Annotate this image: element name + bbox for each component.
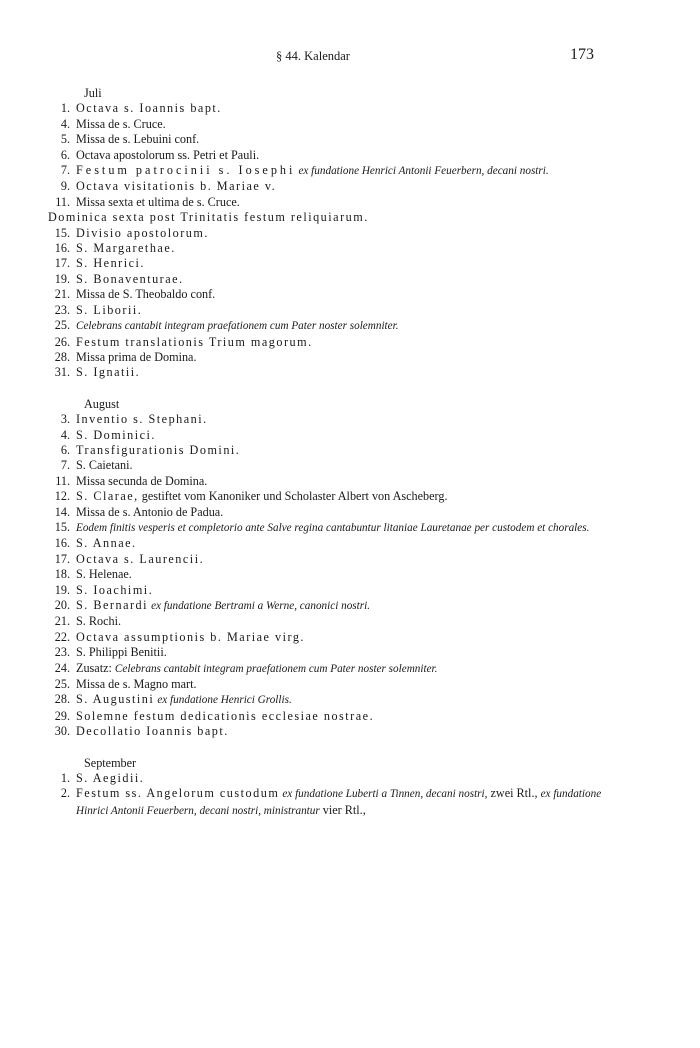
calendar-entry: 26. Festum translationis Trium magorum. (54, 334, 313, 349)
calendar-entry: 17. Octava s. Laurencii. (54, 551, 205, 566)
calendar-entry: 4. S. Dominici. (60, 427, 156, 442)
calendar-entry: 29. Solemne festum dedicationis ecclesiae nostrae. (54, 708, 375, 723)
calendar-entry: 2. Festum ss. Angelorum custodum ex fundatione Luberti a Tinnen, decani nostri, zwei Rtl., ex fundatione Hinrici Antonii Feuerbern, decani nostri, ministrantur vier Rtl., (60, 786, 602, 817)
calendar-entry: 25. Celebrans cantabit integram praefationem cum Pater noster solemniter. (54, 318, 399, 333)
calendar-entry: 11. Missa secunda de Domina. (55, 473, 208, 488)
calendar-entry: 1. S. Aegidii. (60, 771, 145, 786)
calendar-entry: 5. Missa de s. Lebuini conf. (60, 132, 200, 147)
calendar-entry: 22. Octava assumptionis b. Mariae virg. (54, 629, 305, 644)
calendar-entry: 30. Decollatio Ioannis bapt. (54, 724, 229, 739)
calendar-entry: 20. S. Bernardi ex fundatione Bertrami a Werne, canonici nostri. (54, 598, 371, 612)
calendar-entry: 16. S. Margarethae. (54, 241, 176, 256)
calendar-entry: 12. S. Clarae, gestiftet vom Kanoniker und Scholaster Albert von Ascheberg. (54, 489, 448, 504)
calendar-text (48, 86, 608, 819)
calendar-entry: 1. Octava s. Ioannis bapt. (60, 101, 222, 116)
calendar-entry: Dominica sexta post Trinitatis festum reliquiarum. (48, 210, 369, 225)
calendar-entry: 23. S. Philippi Benitii. (54, 645, 167, 660)
calendar-entry: 21. S. Rochi. (54, 614, 122, 629)
page-number: 173 (570, 46, 594, 63)
calendar-entry: 9. Octava visitationis b. Mariae v. (60, 179, 277, 194)
calendar-entry: 25. Missa de s. Magno mart. (54, 677, 197, 692)
calendar-entry: 28. S. Augustini ex fundatione Henrici Grollis. (54, 692, 292, 707)
calendar-entry: 7. Festum patrocinii s. Iosephi ex fundatione Henrici Antonii Feuerbern, decani nostri. (60, 163, 549, 178)
calendar-entry: 15. Divisio apostolorum. (54, 225, 209, 240)
calendar-entry: 19. S. Bonaventurae. (54, 271, 184, 286)
calendar-entry: 15. Eodem finitis vesperis et completorio ante Salve regina cantabuntur litaniae Lauretanae per custodem et chorales. (54, 519, 590, 534)
calendar-entry: 18. S. Helenae. (54, 567, 132, 582)
calendar-entry: 4. Missa de s. Cruce. (60, 116, 166, 131)
calendar-entry: 17. S. Henrici. (54, 256, 145, 271)
calendar-entry: 6. Octava apostolorum ss. Petri et Pauli. (60, 147, 260, 162)
calendar-entry: 14. Missa de s. Antonio de Padua. (54, 504, 224, 519)
month-heading-september: September (84, 755, 137, 770)
calendar-entry: 24. Zusatz: Celebrans cantabit integram praefationem cum Pater noster solemniter. (54, 660, 438, 675)
calendar-entry: 16. S. Annae. (54, 536, 137, 551)
calendar-entry: 7. S. Caietani. (60, 458, 133, 473)
calendar-entry: 21. Missa de S. Theobaldo conf. (54, 287, 216, 302)
month-heading-juli: Juli (84, 86, 102, 100)
calendar-entry: 6. Transfigurationis Domini. (60, 442, 241, 457)
month-heading-august: August (84, 396, 120, 411)
running-head: § 44. Kalendar (276, 49, 350, 63)
calendar-entry: 19. S. Ioachimi. (54, 582, 154, 597)
calendar-entry: 11. Missa sexta et ultima de s. Cruce. (55, 194, 240, 209)
page-header (0, 46, 700, 68)
calendar-entry: 31. S. Ignatii. (54, 365, 141, 380)
calendar-entry: 3. Inventio s. Stephani. (60, 412, 208, 427)
calendar-entry: 23. S. Liborii. (54, 302, 143, 317)
calendar-entry: 28. Missa prima de Domina. (54, 349, 197, 364)
